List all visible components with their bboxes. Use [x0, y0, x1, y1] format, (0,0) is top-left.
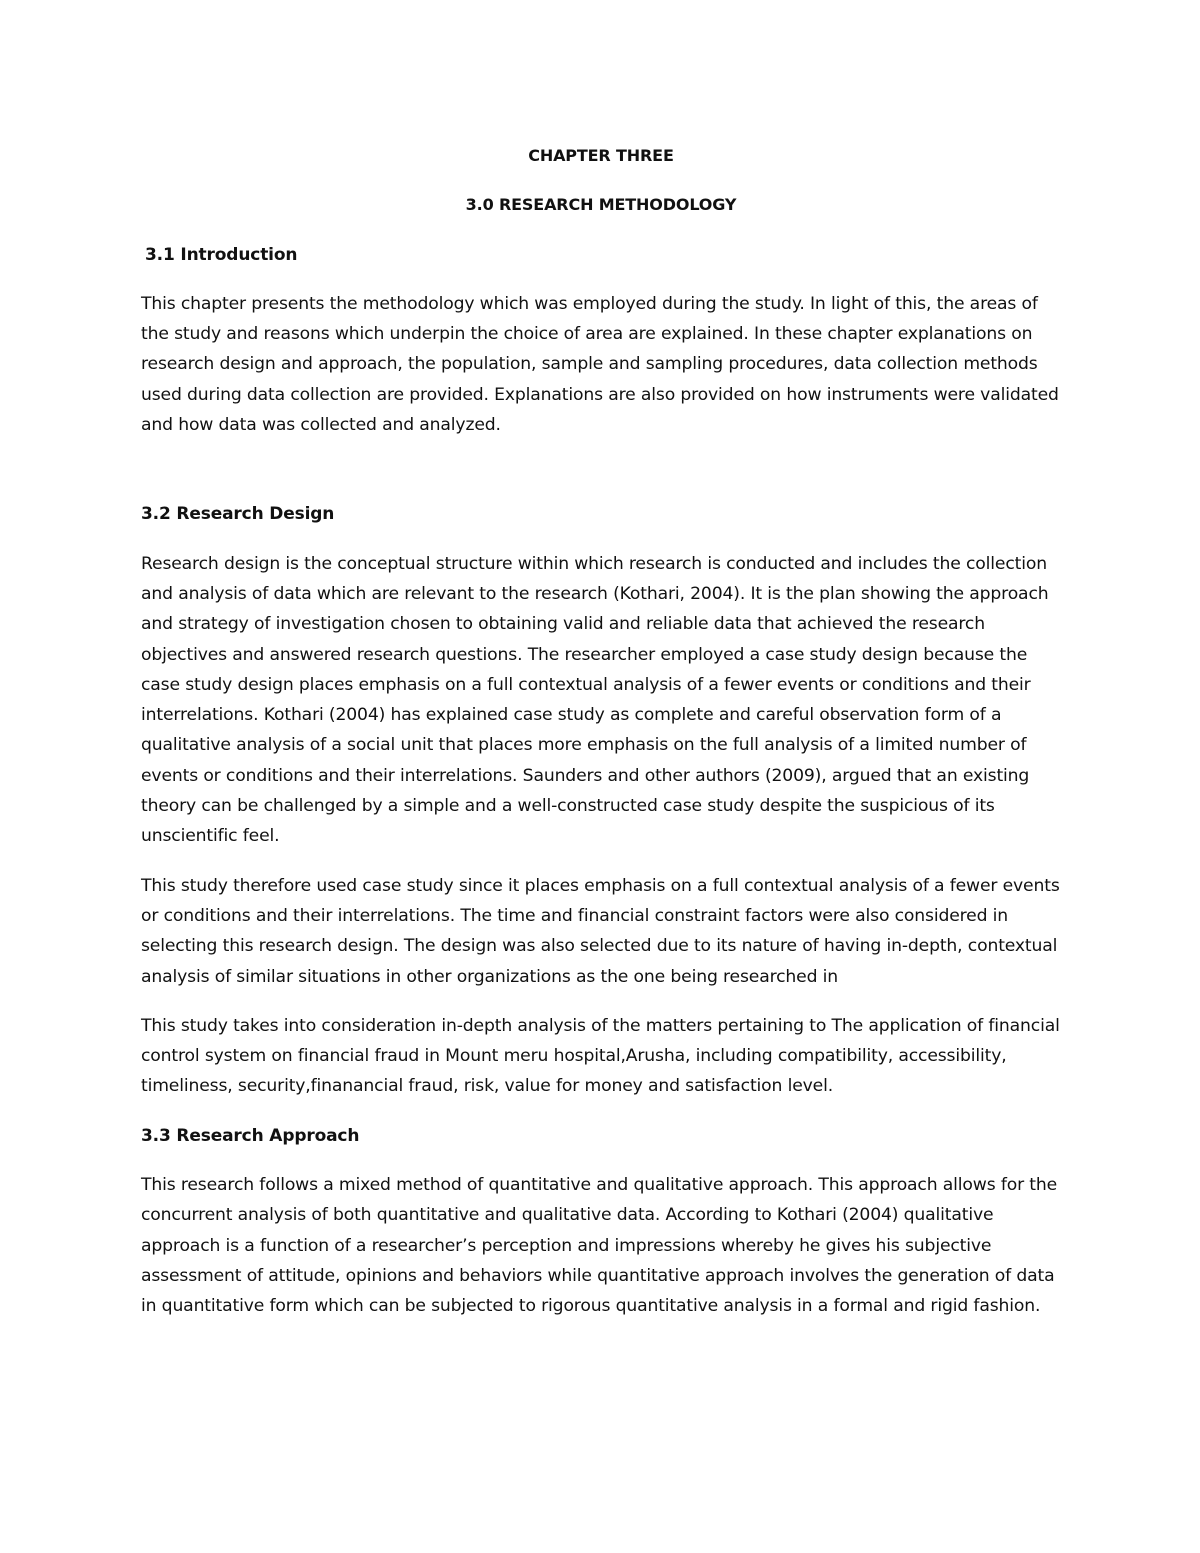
chapter-title: CHAPTER THREE [528, 146, 674, 165]
heading-research-design: 3.2 Research Design [141, 504, 335, 525]
heading-research-approach: 3.3 Research Approach [141, 1125, 360, 1146]
page-content [141, 141, 1061, 1322]
paragraph-research-design-1: Research design is the conceptual structure within which research is conducted and includes the collection and analysis of data which are relevant to the research (Kothari, 2004). It is the plan showing the approach and strategy of investigation chosen to obtaining valid and reliable data that achieved the research objectives and answered research questions. The researcher employed a case study design because the case study design places emphasis on a full contextual analysis of a fewer events or conditions and their interrelations. Kothari (2004) has explained case study as complete and careful observation form of a qualitative analysis of a social unit that places more emphasis on the full analysis of a limited number of events or conditions and their interrelations. Saunders and other authors (2009), argued that an existing theory can be challenged by a simple and a well-constructed case study despite the suspicious of its unscientific feel. [141, 553, 1049, 847]
paragraph-research-design-3: This study takes into consideration in-depth analysis of the matters pertaining to The application of financial control system on financial fraud in Mount meru hospital,Arusha, including compatibility, accessibility, timeliness, security,finanancial fraud, risk, value for money and satisfaction level. [141, 1015, 1060, 1097]
paragraph-introduction: This chapter presents the methodology which was employed during the study. In light of this, the areas of the study and reasons which underpin the choice of area are explained. In these chapter explanations on research design and approach, the population, sample and sampling procedures, data collection methods used during data collection are provided. Explanations are also provided on how instruments were validated and how data was collected and analyzed. [141, 293, 1059, 436]
section-title: 3.0 RESEARCH METHODOLOGY [465, 195, 737, 215]
paragraph-research-design-2: This study therefore used case study since it places emphasis on a full contextual analysis of a fewer events or conditions and their interrelations. The time and financial constraint factors were also considered in selecting this research design. The design was also selected due to its nature of having in-depth, contextual analysis of similar situations in other organizations as the one being researched in [141, 875, 1060, 987]
heading-introduction: 3.1 Introduction [145, 244, 298, 265]
paragraph-research-approach: This research follows a mixed method of quantitative and qualitative approach. This approach allows for the concurrent analysis of both quantitative and qualitative data. According to Kothari (2004) qualitative approach is a function of a researcher’s perception and impressions whereby he gives his subjective assessment of attitude, opinions and behaviors while quantitative approach involves the generation of data in quantitative form which can be subjected to rigorous quantitative analysis in a formal and rigid fashion. [141, 1175, 1058, 1317]
